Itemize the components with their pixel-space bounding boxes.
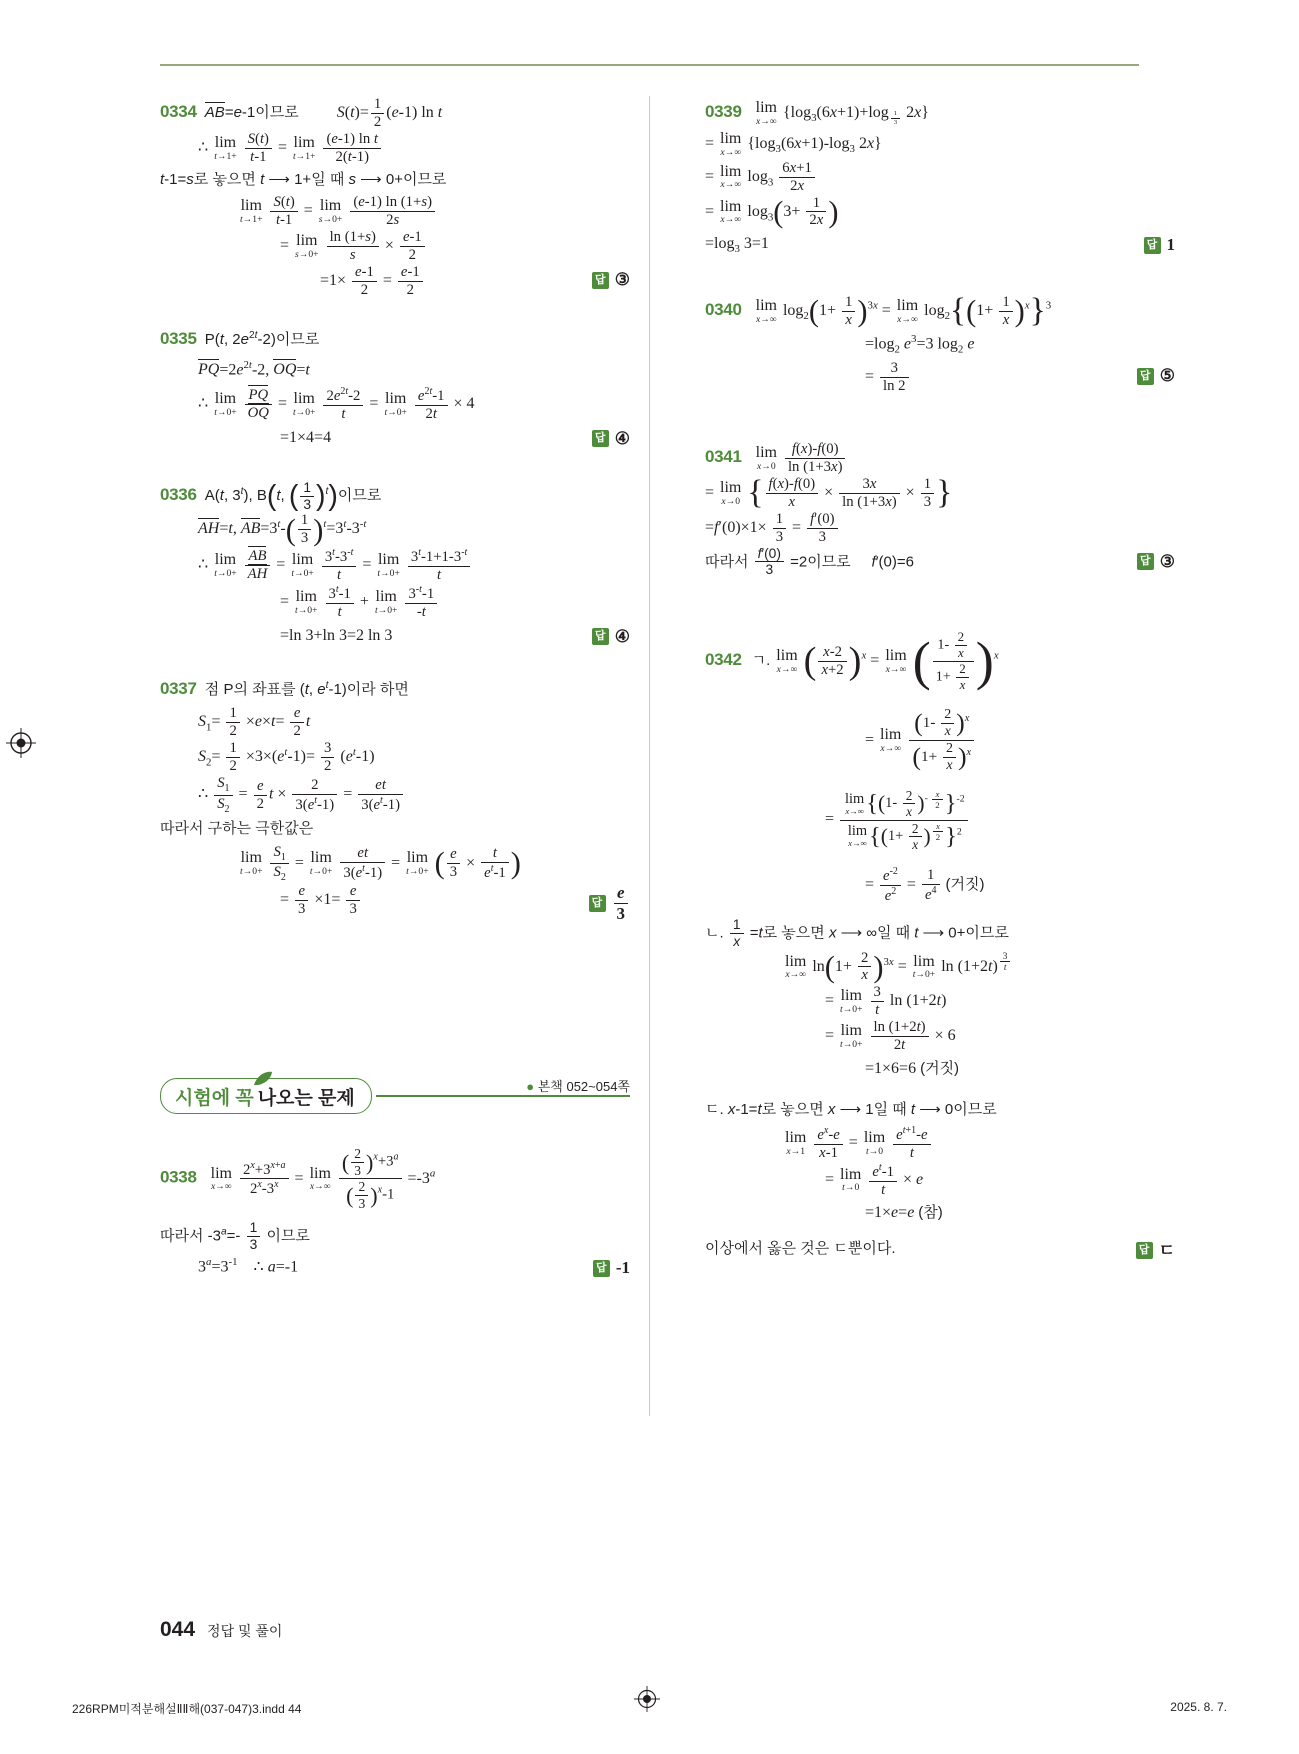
math-expression: $3^a=3^{-1}$ ∴ a=-1 답 -1	[160, 1252, 630, 1283]
math-expression: lim x→∞ ln(1+ $\frac{2}{x}$ )$^{3x}$ = lim t→0+ ln (1+2t) $^{\frac{3}{t}}$	[705, 950, 1175, 985]
answer-marker	[1137, 360, 1175, 392]
answer-marker	[593, 1252, 630, 1284]
question-number: 0334	[160, 102, 197, 122]
right-column	[705, 96, 1175, 1277]
solution-0334	[160, 96, 630, 299]
math-expression: = $\frac{3}{\ln 2}$ 답 ⑤	[865, 360, 1175, 395]
math-expression: = lim x→0 { $\frac{f(x)-f(0)}{x}$ × $\frac{3x}{\ln (1+3x)}$ × $\frac{1}{3}$ }	[705, 473, 953, 511]
math-expression: lim x→∞ ( $\frac{x-2}{x+2}$ )$^x$ = lim x→∞ ( 1- $\frac{2}{x}$ 1+ $\frac{2}{x}$ )$^x$	[776, 629, 999, 692]
folio-label: 정답 및 풀이	[207, 1623, 283, 1639]
math-expression: $=\log_2$ $e^3=3$ $\log_2 e$	[865, 333, 975, 356]
solution-0340	[705, 294, 1175, 395]
answer-value: ④	[614, 428, 630, 448]
column-divider	[649, 96, 650, 1416]
section-rule	[376, 1095, 630, 1097]
answer-badge: 답	[592, 628, 609, 645]
math-expression: =1×e=e (참)	[865, 1204, 943, 1222]
answer-badge: 답	[593, 1260, 610, 1277]
solution-text: 따라서 $\frac{f'(0)}{3}$ =2이므로 f′(0)=6 답 ③	[705, 545, 1175, 578]
math-expression: $PQ=2e^{2t}-2$, OQ=t	[198, 359, 310, 379]
answer-value: 1	[1166, 235, 1175, 255]
answer-value: ③	[614, 269, 630, 289]
math-expression: $S_1=$ $\frac{1}{2}$ ×e×t= $\frac{e}{2}$ t	[198, 705, 311, 740]
section-reference: ● 본책 052~054쪽	[518, 1076, 630, 1095]
solution-0342	[705, 630, 1175, 1263]
math-expression: = lim x→∞ {(1- $\frac{2}{x}$ )$^{- \frac{x}{2}}$ }$^{-2}$ lim x→∞ {(1+ $\frac{2}{x}$ ) $^{\frac{x}{2}}$ }$^2$	[705, 788, 1175, 852]
answer-badge: 답	[1137, 553, 1154, 570]
math-expression: =ln 3+ln 3=2 ln 3 답 ④	[160, 621, 630, 651]
math-expression: $S_2=$ $\frac{1}{2}$ $\times 3\times(e^t-1)=$ $\frac{3}{2}$ $(e^t-1)$	[198, 740, 375, 775]
answer-marker	[1136, 1235, 1175, 1267]
solution-0338	[160, 1146, 630, 1283]
sub-item-label: ㄱ.	[751, 652, 771, 670]
math-expression: = lim x→∞ $\log_3$ $\frac{6x+1}{2x}$	[705, 160, 1175, 195]
answer-badge: 답	[592, 272, 609, 289]
solution-text: ㄷ. x-1=t로 놓으면 x ⟶ 1일 때 t ⟶ 0이므로	[705, 1101, 997, 1119]
answer-marker	[592, 423, 630, 455]
section-header	[160, 1076, 630, 1118]
math-expression: lim x→1 $\frac{e^x-e}{x-1}$ = lim t→0 $\frac{e^{t+1}-e}{t}$	[705, 1125, 1175, 1162]
math-expression: ∴ lim t→1+ $\frac{S(t)}{t-1}$ = lim t→1+ $\frac{\text{(e-1) ln t}}{2(t-1)}$	[160, 131, 630, 166]
answer-marker	[1144, 229, 1176, 261]
question-number: 0339	[705, 102, 742, 121]
answer-marker	[1137, 546, 1175, 578]
page-number: 044	[160, 1618, 196, 1641]
solution-text: A(t, 3$^t$), B(t, ( $\frac{1}{3}$ )$^t$)이므로	[200, 479, 382, 512]
math-expression: $=\log_3$ 3=1 답 1	[705, 229, 1175, 260]
left-column	[160, 96, 630, 1297]
sub-item-label: ㄴ.	[705, 924, 724, 942]
solution-text: 따라서 구하는 극한값은	[160, 820, 314, 838]
page-folio	[160, 1618, 282, 1642]
solution-0336	[160, 479, 630, 651]
section-title-green: 시험에 꼭	[175, 1087, 254, 1109]
header-rule	[160, 64, 1139, 66]
math-expression: lim x→∞ {$\log_3(6x+1)+\log$ $_{\frac{1}{3}}$ 2x}	[755, 98, 929, 127]
answer-badge: 답	[1144, 237, 1161, 254]
solution-0335	[160, 323, 630, 453]
solution-text: AB=e-1이므로	[204, 104, 299, 122]
conclusion-text: 이상에서 옳은 것은 ㄷ뿐이다.	[705, 1239, 896, 1257]
answer-badge: 답	[1137, 368, 1154, 385]
math-expression: = lim t→0+ $\frac{3^t-1}{t}$ + lim t→0+ $\frac{3^{-t}-1}{-t}$	[160, 584, 630, 621]
answer-value: ㄷ	[1158, 1240, 1175, 1260]
answer-badge: 답	[589, 895, 606, 912]
math-expression: =1×4=4 답 ④	[160, 423, 630, 453]
answer-marker	[589, 883, 631, 923]
solution-text: t-1=s로 놓으면 t ⟶ 1+일 때 s ⟶ 0+이므로	[160, 170, 447, 188]
math-expression: = lim x→∞ {$\log_3(6x+1)-\log_3$ 2x}	[705, 129, 882, 158]
question-number: 0340	[705, 300, 742, 320]
math-expression: lim x→∞ $\frac{2^x+3^{x+a}}{2^x-3^x}$ = lim x→∞ ( $\frac{2}{3}$ )$^x+3^a$ ( $\frac{2}{3}$ )$^x$-1 $=-3^a$	[210, 1146, 436, 1212]
answer-value: ③	[1159, 551, 1175, 571]
sub-item-label: ㄷ.	[705, 1101, 724, 1119]
solution-text: ㄴ. $\frac{1}{x}$ =t로 놓으면 x ⟶ ∞일 때 t ⟶ 0+이므로	[705, 916, 1009, 949]
solution-0339	[705, 96, 1175, 260]
answer-value: $\frac{e}{3}$	[612, 883, 631, 923]
math-expression: ∴ $\frac{S_1}{S_2}$ = $\frac{e}{2}$ t × $\frac{2}{3(e^t-1)}$ = $\frac{et}{3(e^t-1)}$	[160, 775, 630, 815]
answer-value: ④	[614, 626, 630, 646]
leaf-icon	[252, 1070, 274, 1088]
solution-text: 따라서 $-3^a=-$ $\frac{1}{3}$ 이므로	[160, 1219, 310, 1252]
math-expression: AH=t, $AB=3^t-$( $\frac{1}{3}$ )$^t=3^t-3^{-t}$	[198, 512, 367, 547]
print-filename: 226RPM미적분해설ⅡⅡ해(037-047)3.indd 44	[72, 1702, 302, 1716]
math-expression: S(t)= $\frac{1}{2}$ (e-1) ln t	[336, 96, 443, 130]
question-number: 0337	[160, 679, 197, 699]
math-expression: = lim s→0+ $\frac{\ln (1+s)}{s}$ × $\frac{e-1}{2}$	[160, 229, 630, 264]
answer-value: -1	[615, 1258, 630, 1278]
math-expression: = lim t→0 $\frac{e^t-1}{t}$ × e	[825, 1161, 924, 1198]
print-date: 2025. 8. 7.	[1170, 1700, 1227, 1714]
math-expression: = lim x→∞ $\log_3(3+$ $\frac{1}{2x}$ )	[705, 194, 839, 229]
solution-text: 점 P의 좌표를 (t, $e^t-1$)이라 하면	[200, 680, 409, 699]
math-expression: = lim t→0+ $\frac{3}{t}$ ln (1+2t)	[825, 984, 947, 1019]
math-expression: lim x→∞ $\log_2(1+$ $\frac{1}{x}$ )$^{3x}$ = lim x→∞ $\log_2\{(1+$ $\frac{1}{x}$ )$^x$}$^3$	[755, 292, 1052, 330]
solution-text: P(t, $2e^{2t}-2$)이므로	[200, 329, 320, 348]
solution-0337	[160, 673, 630, 924]
question-number: 0342	[705, 650, 742, 670]
answer-value: ⑤	[1159, 366, 1175, 386]
math-expression: lim x→0 $\frac{f(x)-f(0)}{\ln (1+3x)}$	[746, 449, 848, 466]
registration-mark-left	[6, 728, 36, 758]
answer-badge: 답	[592, 430, 609, 447]
math-expression: lim t→1+ $\frac{S(t)}{t-1}$ = lim s→0+ $\frac{(e-1) \ln (1+s)}{2s}$	[160, 194, 630, 229]
solution-text	[705, 1235, 1175, 1264]
question-number: 0335	[160, 328, 197, 348]
solution-0341	[705, 441, 1175, 578]
section-title-dark: 나오는 문제	[257, 1087, 355, 1109]
answer-badge: 답	[1136, 1242, 1153, 1259]
answer-marker	[592, 621, 630, 653]
question-number: 0338	[160, 1167, 197, 1187]
math-expression: = lim t→0+ $\frac{\ln (1+2t)}{2t}$ × 6	[825, 1019, 956, 1054]
print-info-line	[72, 1700, 1227, 1717]
math-expression: =1×6=6 (거짓)	[865, 1060, 960, 1078]
math-expression: lim t→0+ $\frac{S_1}{S_2}$ = lim t→0+ $\frac{et}{3(e^t-1)}$ = lim t→0+ ( $\frac{e}{3}$ × $\frac{t}{e^t-1}$ )	[240, 843, 521, 883]
math-expression: = lim x→∞ (1- $\frac{2}{x}$ )$^x$ (1+ $\frac{2}{x}$ )$^x$	[705, 707, 1175, 774]
question-number: 0341	[705, 447, 742, 467]
question-number: 0336	[160, 484, 197, 504]
answer-marker	[592, 264, 630, 296]
math-expression: ∴ lim t→0+ $\frac{PQ}{OQ}$ = lim t→0+ $\frac{2e^{2t}-2}{t}$ = lim t→0+ $\frac{e^{2t}-1}{2t}$ × 4	[198, 385, 475, 422]
math-expression: ∴ lim t→0+ $\frac{AB}{AH}$ = lim t→0+ $\frac{3^t-3^{-t}}{t}$ = lim t→0+ $\frac{3^t-1+1-3^{-t}}{t}$	[160, 547, 630, 584]
math-expression: =f′(0)×1× $\frac{1}{3}$ = $\frac{f'(0)}{3}$	[705, 511, 1175, 546]
math-expression: = $\frac{e^{-2}}{e^2}$ = $\frac{1}{e^4}$ (거짓)	[865, 866, 985, 904]
math-expression: =1× $\frac{e-1}{2}$ = $\frac{e-1}{2}$ 답 ③	[320, 263, 630, 298]
math-expression: = $\frac{e}{3}$ ×1= $\frac{e}{3}$ 답 $\frac{e}{3}$	[160, 883, 630, 918]
